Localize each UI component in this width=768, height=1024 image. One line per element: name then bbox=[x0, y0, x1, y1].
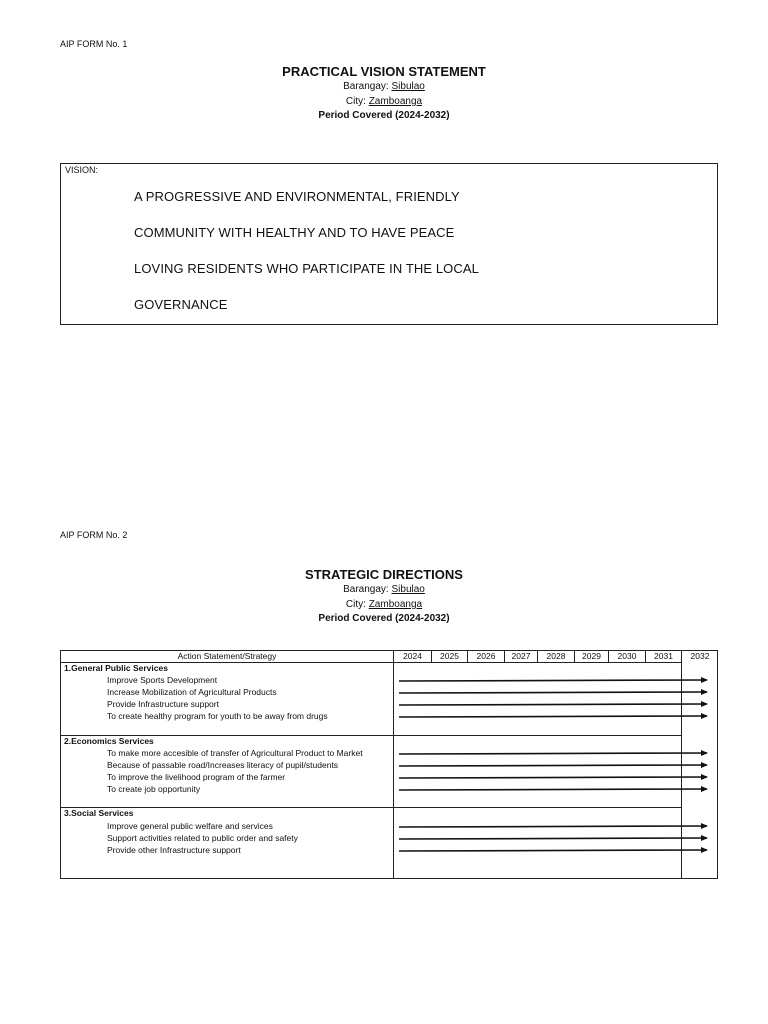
barangay-value: Sibulao bbox=[391, 584, 425, 595]
strategy-item: Provide other Infrastructure support bbox=[107, 845, 241, 855]
strategy-item: Support activities related to public order and safety bbox=[107, 833, 298, 843]
form2-city bbox=[0, 599, 768, 610]
form2-barangay bbox=[0, 584, 768, 595]
vision-line: LOVING RESIDENTS WHO PARTICIPATE IN THE LOCAL bbox=[134, 261, 479, 276]
section-title: 3.Social Services bbox=[64, 808, 134, 818]
form1-period: Period Covered (2024-2032) bbox=[318, 110, 450, 121]
timeline-arrow bbox=[399, 692, 707, 693]
form1-number: AIP FORM No. 1 bbox=[60, 39, 128, 49]
strategy-item: To make more accesible of transfer of Agricultural Product to Market bbox=[107, 748, 363, 758]
year-header: 2025 bbox=[440, 651, 459, 661]
timeline-arrow bbox=[399, 777, 707, 778]
year-header: 2024 bbox=[403, 651, 422, 661]
form1-city bbox=[0, 96, 768, 107]
year-header: 2027 bbox=[511, 651, 531, 661]
strategy-item: Improve general public welfare and services bbox=[107, 821, 273, 831]
barangay-label: Barangay: bbox=[343, 81, 389, 92]
strategy-header: Action Statement/Strategy bbox=[177, 651, 277, 661]
form2-number: AIP FORM No. 2 bbox=[60, 530, 128, 540]
strategy-item: Because of passable road/Increases literacy of pupil/students bbox=[107, 760, 339, 770]
timeline-arrows bbox=[61, 651, 717, 879]
year-header: 2031 bbox=[654, 651, 673, 661]
timeline-arrow bbox=[399, 789, 707, 790]
vision-line: A PROGRESSIVE AND ENVIRONMENTAL, FRIENDLY bbox=[134, 189, 460, 204]
strategy-item: To create healthy program for youth to be away from drugs bbox=[107, 711, 328, 721]
vision-line: COMMUNITY WITH HEALTHY AND TO HAVE PEACE bbox=[134, 225, 455, 240]
strategy-item: Improve Sports Development bbox=[107, 675, 218, 685]
timeline-arrow bbox=[399, 826, 707, 827]
barangay-label: Barangay: bbox=[343, 584, 389, 595]
timeline-arrow bbox=[399, 765, 707, 766]
strategy-item: Provide Infrastructure support bbox=[107, 699, 219, 709]
timeline-arrow bbox=[399, 850, 707, 851]
section-title: 2.Economics Services bbox=[64, 736, 154, 746]
vision-label: VISION: bbox=[65, 165, 99, 175]
section-title: 1.General Public Services bbox=[64, 663, 168, 673]
timeline-arrow bbox=[399, 680, 707, 681]
vision-box bbox=[60, 163, 718, 325]
year-header: 2028 bbox=[546, 651, 566, 661]
city-value: Zamboanga bbox=[368, 96, 423, 107]
timeline-arrow bbox=[399, 716, 707, 717]
timeline-arrow bbox=[399, 704, 707, 705]
year-header: 2030 bbox=[617, 651, 637, 661]
timeline-arrow bbox=[399, 838, 707, 839]
timeline-arrow bbox=[399, 753, 707, 754]
strategy-item: To improve the livelihood program of the farmer bbox=[107, 772, 286, 782]
year-header: 2029 bbox=[582, 651, 601, 661]
strategy-item: To create job opportunity bbox=[107, 784, 201, 794]
form2-period: Period Covered (2024-2032) bbox=[318, 613, 450, 624]
form1-barangay bbox=[0, 81, 768, 92]
strategy-item: Increase Mobilization of Agricultural Products bbox=[107, 687, 277, 697]
vision-line: GOVERNANCE bbox=[134, 297, 228, 312]
form2-title: STRATEGIC DIRECTIONS bbox=[305, 567, 463, 582]
form1-title: PRACTICAL VISION STATEMENT bbox=[282, 64, 486, 79]
barangay-value: Sibulao bbox=[391, 81, 425, 92]
year-header: 2026 bbox=[476, 651, 496, 661]
city-label: City: bbox=[345, 599, 366, 610]
strategic-directions-table bbox=[60, 650, 718, 879]
city-value: Zamboanga bbox=[368, 599, 423, 610]
year-header: 2032 bbox=[690, 651, 710, 661]
city-label: City: bbox=[345, 96, 366, 107]
